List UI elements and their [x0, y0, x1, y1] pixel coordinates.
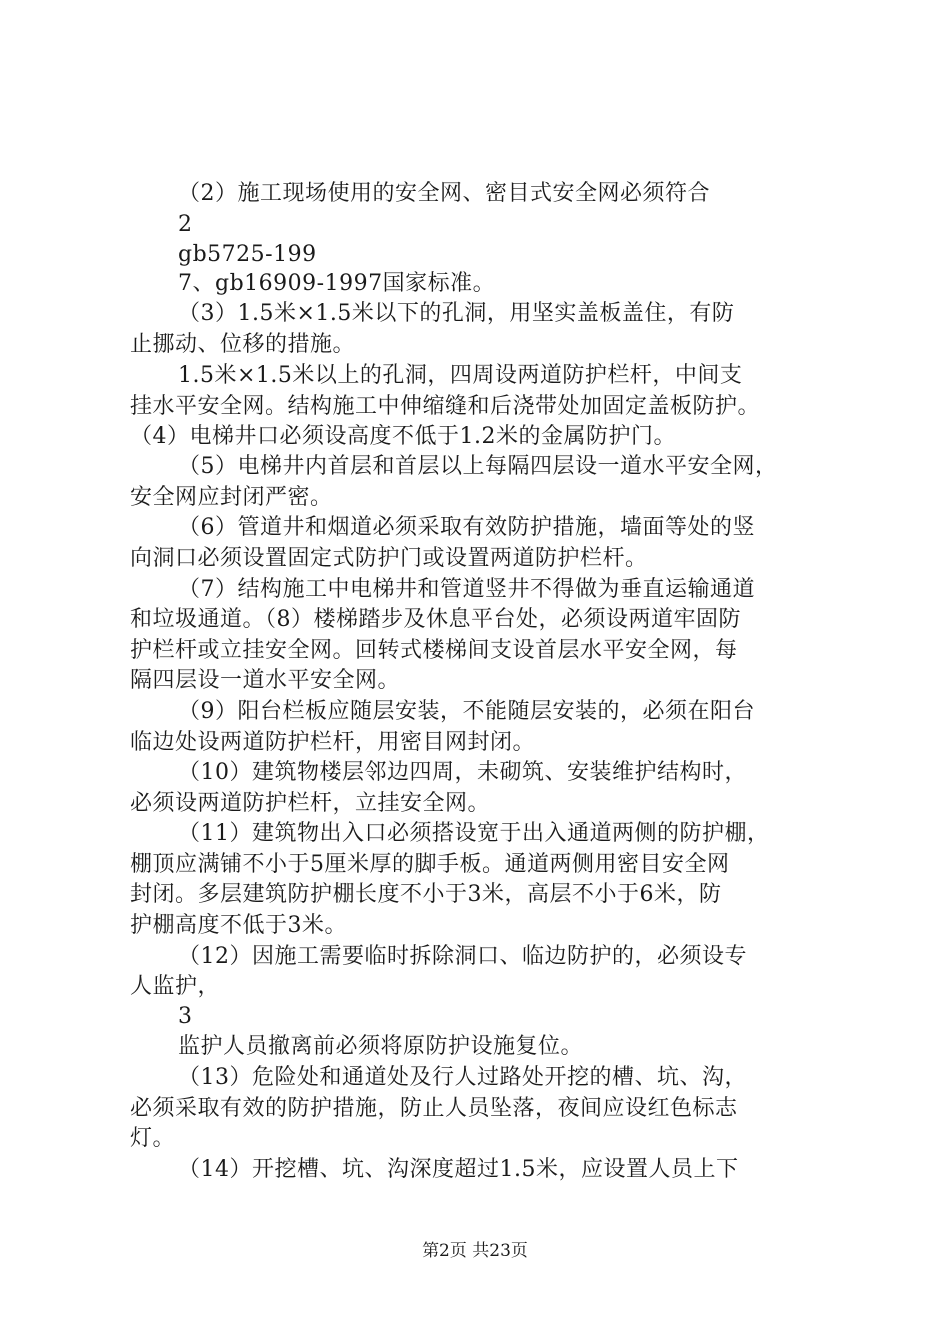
text-line: 封闭。多层建筑防护棚长度不小于3米，高层不小于6米，防	[130, 882, 722, 907]
text-line: （11）建筑物出入口必须搭设宽于出入通道两侧的防护棚，	[178, 821, 770, 846]
text-line: （14）开挖槽、坑、沟深度超过1.5米，应设置人员上下	[178, 1157, 739, 1182]
text-line: 3	[178, 1004, 193, 1029]
text-line: 止挪动、位移的措施。	[130, 332, 356, 357]
text-line: （3）1.5米×1.5米以下的孔洞，用坚实盖板盖住，有防	[178, 301, 735, 326]
text-line: （9）阳台栏板应随层安装，不能随层安装的，必须在阳台	[178, 699, 755, 724]
text-line: 2	[178, 212, 193, 237]
text-line: gb5725-199	[178, 242, 317, 267]
text-line: 必须设两道防护栏杆，立挂安全网。	[130, 791, 491, 816]
text-line: 护栏杆或立挂安全网。回转式楼梯间支设首层水平安全网，每	[130, 638, 738, 663]
text-line: 护棚高度不低于3米。	[130, 913, 347, 938]
text-line: 7、gb16909-1997国家标准。	[178, 271, 496, 296]
text-line: （6）管道井和烟道必须采取有效防护措施，墙面等处的竖	[178, 515, 755, 540]
text-line: 1.5米×1.5米以上的孔洞，四周设两道防护栏杆，中间支	[178, 363, 743, 388]
text-line: （5）电梯井内首层和首层以上每隔四层设一道水平安全网，	[178, 454, 778, 479]
text-line: 监护人员撤离前必须将原防护设施复位。	[178, 1034, 584, 1059]
text-line: 必须采取有效的防护措施，防止人员坠落，夜间应设红色标志	[130, 1096, 738, 1121]
text-line: 挂水平安全网。结构施工中伸缩缝和后浇带处加固定盖板防护。	[130, 394, 761, 419]
text-line: 和垃圾通道。（8）楼梯踏步及休息平台处，必须设两道牢固防	[130, 607, 741, 632]
text-line: （12）因施工需要临时拆除洞口、临边防护的，必须设专	[178, 944, 747, 969]
text-line: 灯。	[130, 1126, 176, 1151]
text-line: 安全网应封闭严密。	[130, 485, 333, 510]
text-line: （7）结构施工中电梯井和管道竖井不得做为垂直运输通道	[178, 577, 755, 602]
text-line: 棚顶应满铺不小于5厘米厚的脚手板。通道两侧用密目安全网	[130, 852, 730, 877]
text-line: （4）电梯井口必须设高度不低于1.2米的金属防护门。	[130, 424, 676, 449]
text-line: （13）危险处和通道处及行人过路处开挖的槽、坑、沟，	[178, 1065, 747, 1090]
text-line: （2）施工现场使用的安全网、密目式安全网必须符合	[178, 181, 710, 206]
text-line: 隔四层设一道水平安全网。	[130, 668, 401, 693]
text-line: 临边处设两道防护栏杆，用密目网封闭。	[130, 730, 536, 755]
text-line: 向洞口必须设置固定式防护门或设置两道防护栏杆。	[130, 546, 648, 571]
text-line: （10）建筑物楼层邻边四周，未砌筑、安装维护结构时，	[178, 760, 747, 785]
text-line: 人监护，	[130, 974, 221, 999]
page-number-footer: 第2页 共23页	[422, 1241, 528, 1261]
